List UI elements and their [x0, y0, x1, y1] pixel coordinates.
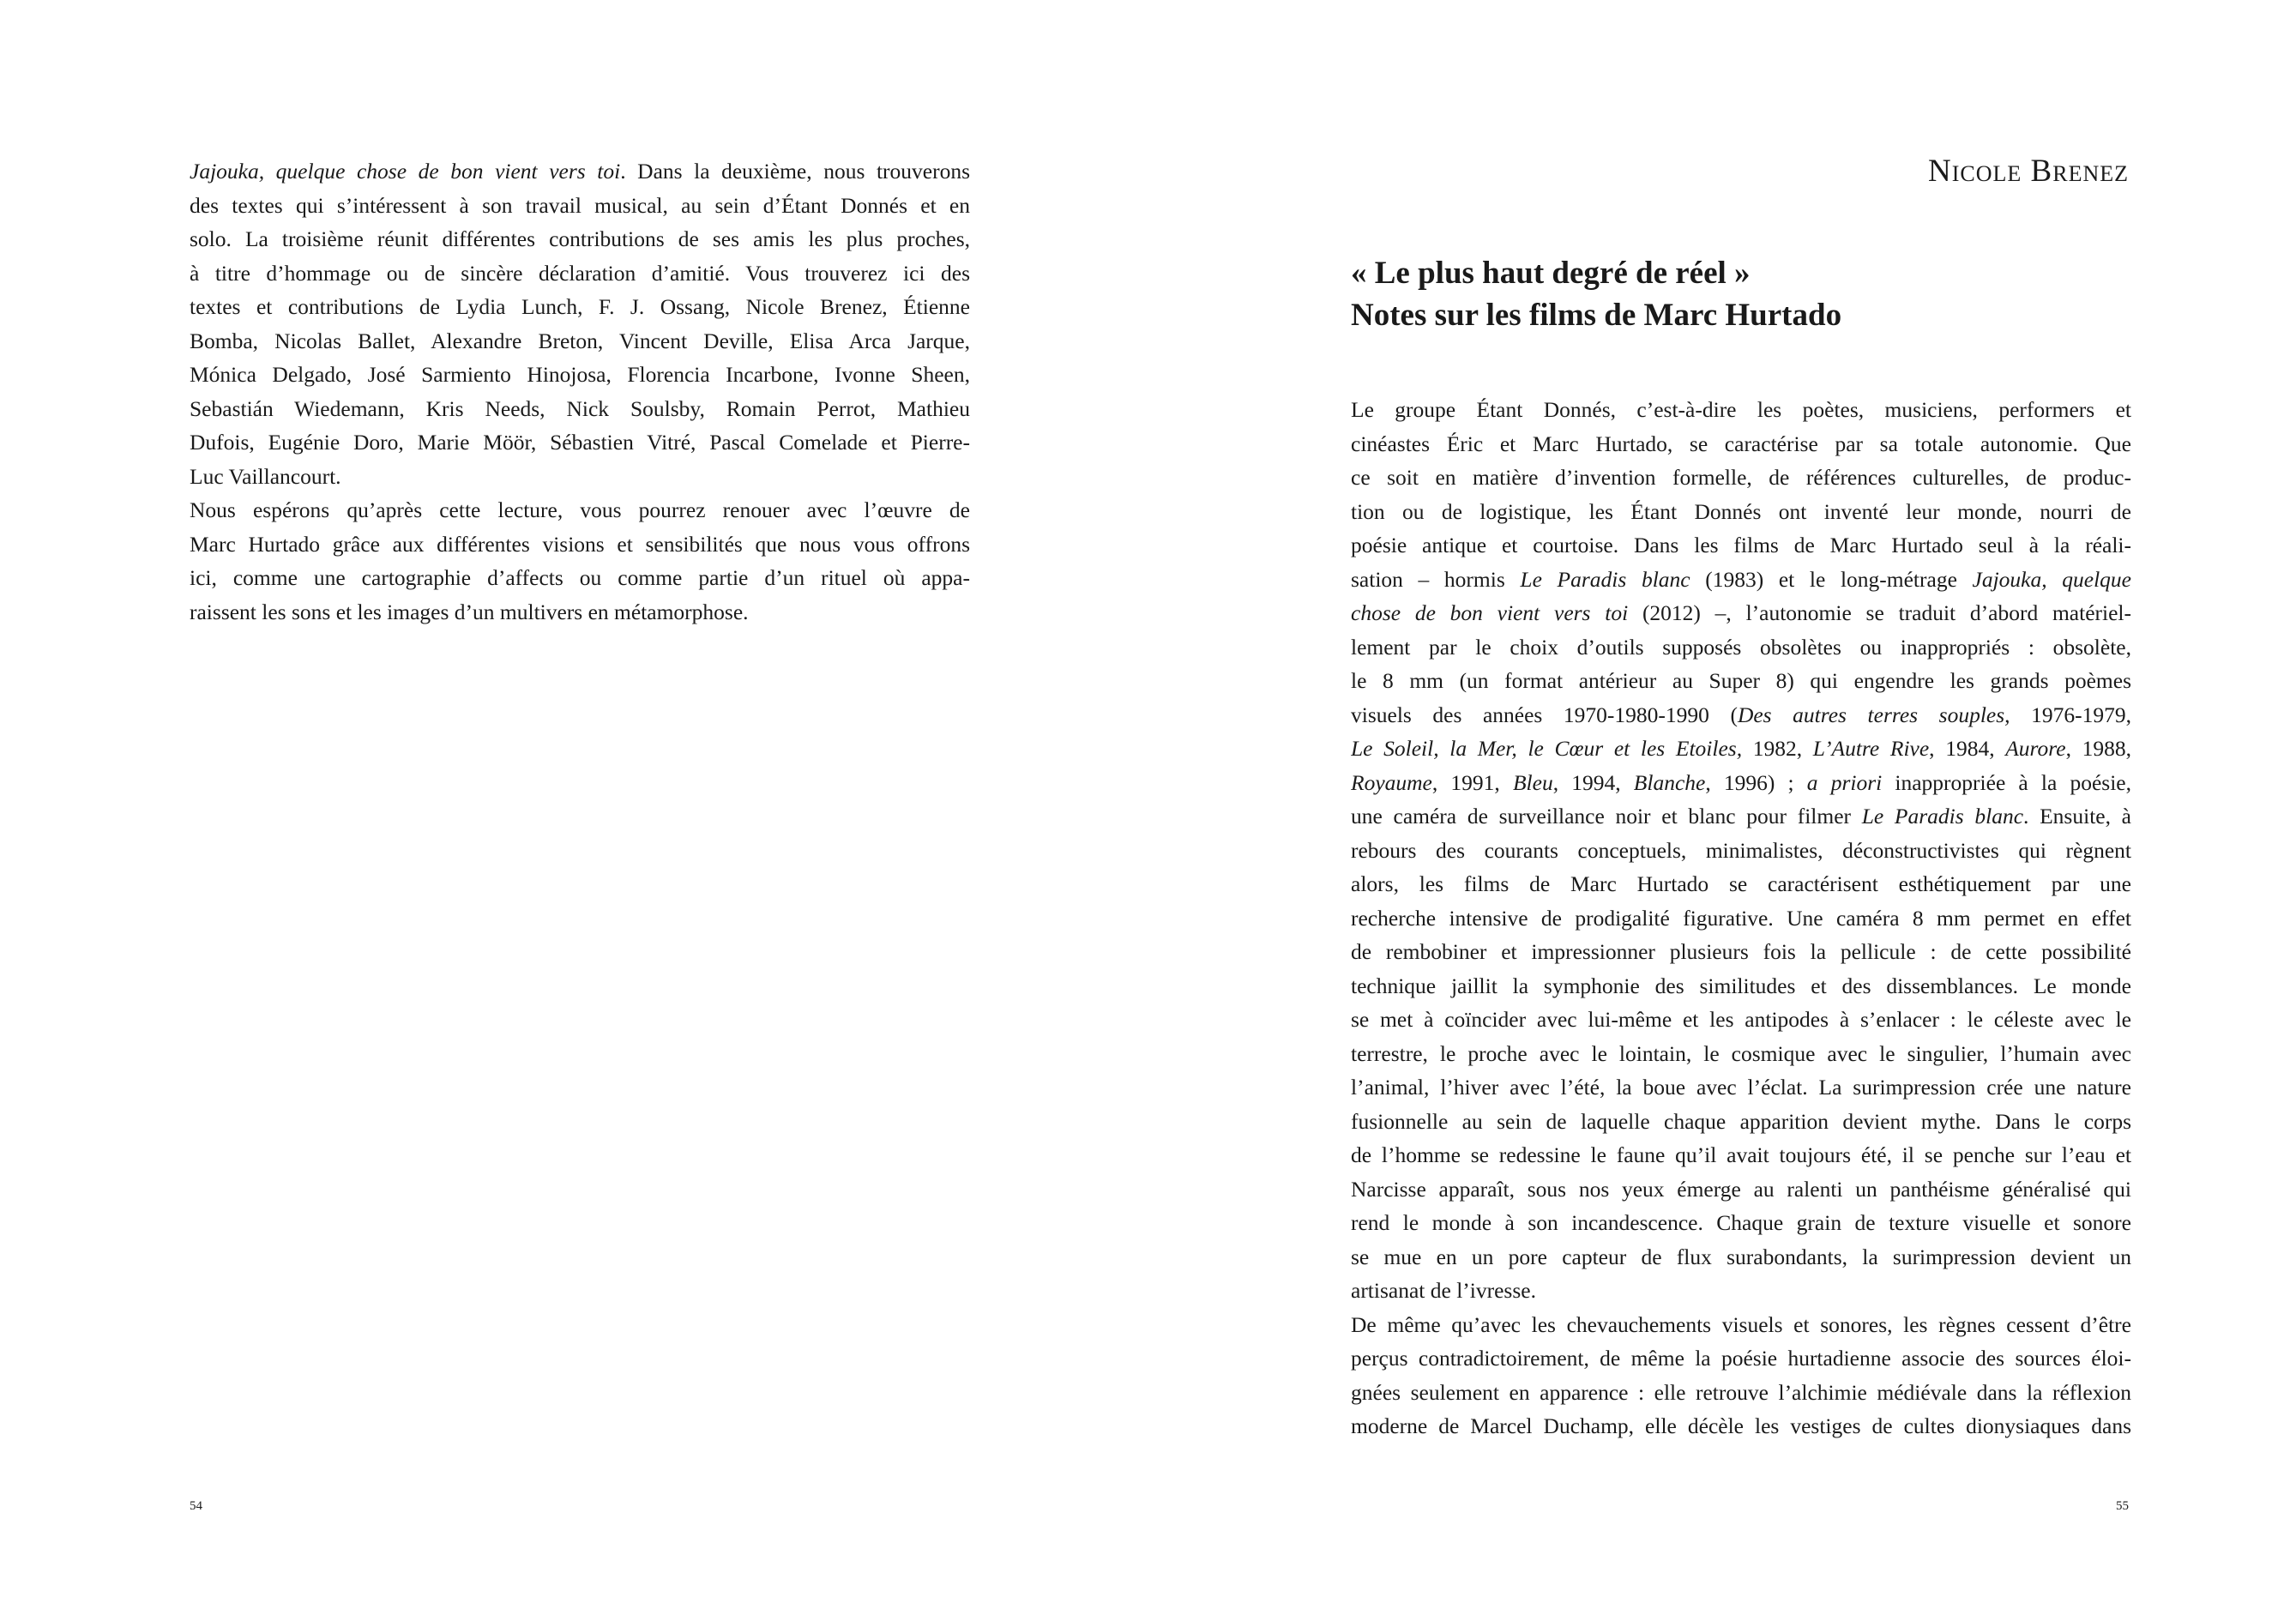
article-title [1351, 252, 1841, 336]
text-line [190, 392, 970, 426]
body-text: 1982, [1742, 736, 1813, 761]
text-line [1351, 867, 2131, 901]
italic-title-text: Le Paradis blanc [1520, 566, 1690, 592]
text-line [190, 189, 970, 223]
body-text: se met à coïncider avec lui-même et les antipodes à s’enlacer : le céleste avec le [1351, 1007, 2131, 1032]
body-text: Le groupe Étant Donnés, c’est-à-dire les poètes, musiciens, performers et [1351, 397, 2131, 422]
body-text: à titre d’hommage ou de sincère déclaration d’amitié. Vous trouverez ici des [190, 260, 970, 286]
body-text: terrestre, le proche avec le lointain, le cosmique avec le singulier, l’humain avec [1351, 1040, 2131, 1066]
italic-title-text: Bleu [1512, 769, 1553, 795]
body-text: Sebastián Wiedemann, Kris Needs, Nick Soulsby, Romain Perrot, Mathieu [190, 395, 970, 421]
left-page-body-text [190, 154, 970, 629]
body-text: moderne de Marcel Duchamp, elle décèle les vestiges de cultes dionysiaques dans [1351, 1413, 2131, 1438]
text-line [1351, 1274, 2131, 1308]
body-text: Bomba, Nicolas Ballet, Alexandre Breton, Vincent Deville, Elisa Arca Jarque, [190, 328, 970, 353]
running-head-author: Nicole Brenez [1928, 154, 2129, 189]
body-text: de l’homme se redessine le faune qu’il avait toujours été, il se penche sur l’eau et [1351, 1142, 2131, 1167]
body-text: Narcisse apparaît, sous nos yeux émerge au ralenti un panthéisme généralisé qui [1351, 1176, 2131, 1202]
body-text: gnées seulement en apparence : elle retrouve l’alchimie médiévale dans la réflexion [1351, 1379, 2131, 1405]
text-line [1351, 495, 2131, 529]
body-text: artisanat de l’ivresse. [1351, 1278, 1536, 1303]
body-text: recherche intensive de prodigalité figurative. Une caméra 8 mm permet en effet [1351, 905, 2131, 931]
text-line [1351, 427, 2131, 461]
text-line [190, 154, 970, 189]
text-line [190, 595, 970, 630]
body-text: fusionnelle au sein de laquelle chaque apparition devient mythe. Dans le corps [1351, 1108, 2131, 1134]
page-number-right: 55 [2116, 1499, 2129, 1513]
italic-title-text: Le Soleil, la Mer, le Cœur et les Etoiles, [1351, 736, 1743, 761]
body-text: rend le monde à son incandescence. Chaque grain de texture visuelle et sonore [1351, 1210, 2131, 1235]
body-text: , 1994, [1552, 769, 1634, 795]
body-text: poésie antique et courtoise. Dans les films de Marc Hurtado seul à la réali- [1351, 533, 2131, 557]
body-text: , 1991, [1431, 769, 1513, 795]
italic-title-text: Royaume [1351, 769, 1432, 795]
body-text: Marc Hurtado grâce aux différentes visions et sensibilités que nous vous offrons [190, 531, 970, 557]
text-line [1351, 563, 2131, 597]
body-text: tion ou de logistique, les Étant Donnés ont inventé leur monde, nourri de [1351, 498, 2131, 524]
text-line [190, 290, 970, 324]
text-line [1351, 461, 2131, 495]
text-line [1351, 630, 2131, 665]
body-text: textes et contributions de Lydia Lunch, F. J. Ossang, Nicole Brenez, Étienne [190, 294, 970, 319]
body-text: perçus contradictoirement, de même la poésie hurtadienne associe des sources éloi- [1351, 1346, 2131, 1371]
article-title-line-1: « Le plus haut degré de réel » [1351, 256, 1751, 291]
text-line [1351, 393, 2131, 427]
text-line [1351, 698, 2131, 732]
text-line [1351, 1376, 2131, 1410]
text-line [1351, 664, 2131, 698]
text-line [1351, 969, 2131, 1003]
body-text: solo. La troisième réunit différentes contributions de ses amis les plus proches, [190, 226, 970, 251]
body-text: De même qu’avec les chevauchements visuels et sonores, les règnes cessent d’être [1351, 1311, 2131, 1337]
body-text: Mónica Delgado, José Sarmiento Hinojosa, Florencia Incarbone, Ivonne Sheen, [190, 362, 970, 387]
text-line [190, 493, 970, 527]
text-line [190, 324, 970, 359]
text-line [190, 527, 970, 562]
italic-title-text: Aurore [2005, 736, 2066, 761]
body-text: cinéastes Éric et Marc Hurtado, se caractérise par sa totale autonomie. Que [1351, 431, 2131, 456]
text-line [1351, 1341, 2131, 1376]
body-text: , 1984, [1929, 736, 2006, 761]
text-line [190, 256, 970, 291]
body-text: ici, comme une cartographie d’affects ou comme partie d’un rituel où appa- [190, 565, 970, 590]
page-number-left: 54 [190, 1499, 202, 1513]
text-line [190, 222, 970, 256]
text-line [1351, 1070, 2131, 1105]
italic-title-text: a priori [1806, 769, 1883, 795]
text-line [190, 460, 970, 494]
article-title-line-2: Notes sur les films de Marc Hurtado [1351, 298, 1842, 333]
italic-title-text: Jajouka, quelque chose de bon vient vers toi [190, 159, 621, 184]
text-line [1351, 935, 2131, 969]
text-line [1351, 596, 2131, 630]
text-line [1351, 834, 2131, 868]
text-line [190, 358, 970, 392]
body-text: . Dans la deuxième, nous trouverons [620, 159, 970, 184]
text-line [1351, 732, 2131, 766]
body-text: technique jaillit la symphonie des similitudes et des dissemblances. Le monde [1351, 973, 2131, 998]
body-text: Luc Vaillancourt. [190, 463, 341, 489]
body-text: alors, les films de Marc Hurtado se caractérisent esthétiquement par une [1351, 871, 2131, 896]
body-text: se mue en un pore capteur de flux surabondants, la surimpression devient un [1351, 1244, 2131, 1269]
text-line [1351, 1105, 2131, 1139]
text-line [1351, 528, 2131, 563]
body-text: (2012) –, l’autonomie se traduit d’abord matériel- [1628, 600, 2131, 625]
body-text: de rembobiner et impressionner plusieurs fois la pellicule : de cette possibilité [1351, 939, 2131, 964]
text-line [1351, 1037, 2131, 1071]
body-text: , 1996) ; [1705, 769, 1807, 795]
body-text: Nous espérons qu’après cette lecture, vous pourrez renouer avec l’œuvre de [190, 497, 970, 522]
body-text: l’animal, l’hiver avec l’été, la boue avec l’éclat. La surimpression crée une nature [1351, 1075, 2131, 1100]
body-text: (1983) et le long-métrage [1690, 566, 1973, 592]
body-text: 1976-1979, [2010, 702, 2131, 727]
body-text: inappropriée à la poésie, [1882, 769, 2131, 795]
right-page-body-text [1351, 393, 2131, 1443]
body-text: ce soit en matière d’invention formelle, de références culturelles, de produc- [1351, 465, 2131, 490]
text-line [1351, 1003, 2131, 1037]
text-line [1351, 1138, 2131, 1172]
body-text: . Ensuite, à [2023, 804, 2131, 829]
text-line [190, 561, 970, 595]
italic-title-text: Des autres terres souples, [1737, 702, 2010, 727]
body-text: le 8 mm (un format antérieur au Super 8) qui engendre les grands poèmes [1351, 668, 2131, 693]
body-text: des textes qui s’intéressent à son travail musical, au sein d’Étant Donnés et en [190, 192, 970, 218]
body-text: rebours des courants conceptuels, minimalistes, déconstructivistes qui règnent [1351, 837, 2131, 863]
italic-title-text: Jajouka, quelque [1972, 566, 2131, 592]
text-line [1351, 1240, 2131, 1275]
body-text: Dufois, Eugénie Doro, Marie Möör, Sébastien Vitré, Pascal Comelade et Pierre- [190, 430, 970, 455]
italic-title-text: Blanche [1633, 769, 1706, 795]
text-line [190, 425, 970, 460]
body-text: lement par le choix d’outils supposés obsolètes ou inappropriés : obsolète, [1351, 634, 2131, 660]
text-line [1351, 901, 2131, 936]
italic-title-text: Le Paradis blanc [1861, 804, 2024, 829]
text-line [1351, 1409, 2131, 1443]
body-text: sation – hormis [1351, 566, 1521, 592]
text-line [1351, 766, 2131, 800]
text-line [1351, 1206, 2131, 1240]
body-text: raissent les sons et les images d’un multivers en métamorphose. [190, 599, 749, 624]
text-line [1351, 1172, 2131, 1207]
italic-title-text: chose de bon vient vers toi [1351, 600, 1629, 625]
body-text: visuels des années 1970-1980-1990 ( [1351, 702, 1738, 727]
body-text: une caméra de surveillance noir et blanc pour filmer [1351, 804, 1862, 829]
text-line [1351, 799, 2131, 834]
text-line [1351, 1308, 2131, 1342]
body-text: , 1988, [2065, 736, 2131, 761]
italic-title-text: L’Autre Rive [1812, 736, 1930, 761]
